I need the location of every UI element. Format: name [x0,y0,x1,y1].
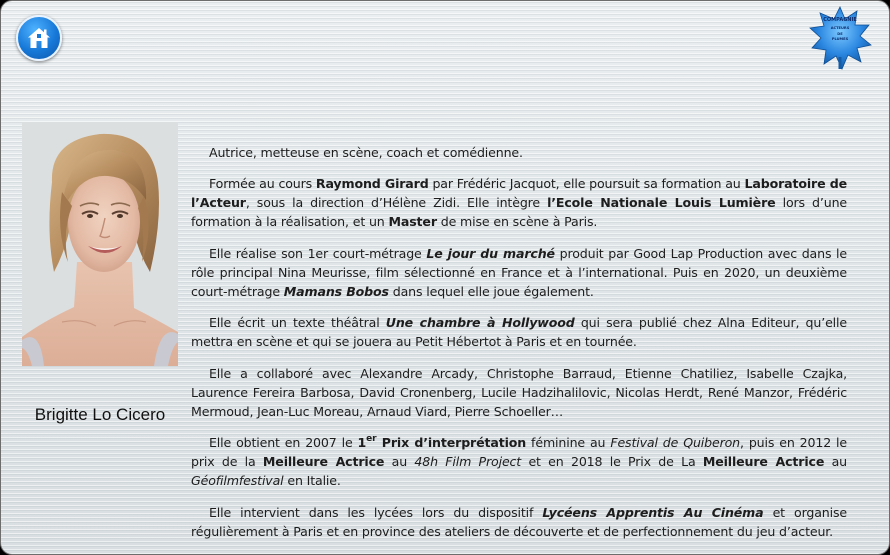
bio-bold: Prix d’interprétation [376,435,527,451]
biography-text [191,143,847,553]
bio-text: Elle écrit un texte théâtral [209,315,386,331]
bio-text: Elle a collaboré avec Alexandre Arcady, Christophe Barraud, Etienne Chatiliez, Isabelle Czajka, Laurence Fereira Barbosa, David Cronenberg, Lucile Hadzihalilovic, Nicolas Herdt, René Manzor, Frédéric Mermoud, Jean-Luc Moreau, Arnaud Viard, Pierre Schoeller… [191,365,847,419]
logo-line-4: PLUMES [831,37,849,42]
bio-bold: Meilleure Actrice [262,454,385,470]
bio-bold: Master [388,214,437,230]
bio-text: en Italie. [283,473,341,489]
program-title: Lycéens Apprentis Au Cinéma [542,504,764,520]
bio-text: lors d’une formation à la réalisation, et un [191,195,848,230]
bio-text: Elle réalise son 1er court-métrage [209,245,427,261]
bio-text: produit par Good Lap Production avec dans le rôle principal Nina Meurisse, film sélectionné en France et à l’international. Puis en 2020, un deuxième court-métrage [191,245,847,299]
home-icon [26,25,52,51]
bio-text: et en 2018 le Prix de La [521,454,703,470]
company-logo[interactable] [807,5,873,85]
bio-text: , puis en 2012 le prix de la [191,435,847,470]
logo-line-1: COMPAGNIE [823,17,857,23]
bio-text: , sous la direction d’Hélène Zidi. Elle intègre [245,195,548,211]
bio-text: au [384,454,415,470]
bio-bold: 1 [357,435,367,451]
film-title: Mamans Bobos [283,283,389,299]
actor-name: Brigitte Lo Cicero [34,405,166,424]
home-button[interactable] [16,15,62,61]
bio-superscript: er [366,434,377,445]
portrait-photo [22,122,178,366]
bio-text: qui sera publié chez Alna Editeur, qu’elle mettra en scène et qui se jouera au Petit Hébertot à Paris et en tournée. [191,315,847,350]
bio-italic: Festival de Quiberon [610,435,740,451]
bio-paragraph [191,244,847,301]
bio-paragraph [191,143,847,162]
bio-bold: l’Ecole Nationale Louis Lumière [547,195,776,211]
bio-bold: Meilleure Actrice [702,454,825,470]
bio-text: et organise régulièrement à Paris et en province des ateliers de découverte et de perfectionnement du jeu d’acteur. [191,504,847,539]
bio-text: au [824,454,847,470]
logo-line-2: ACTEURS [830,26,850,30]
bio-paragraph [191,313,847,351]
play-title: Une chambre à Hollywood [385,315,575,331]
bio-paragraph [191,174,847,231]
bio-text: Elle obtient en 2007 le [209,435,358,451]
bio-text: par Frédéric Jacquot, elle poursuit sa formation au [428,176,745,192]
bio-text: Elle intervient dans les lycées lors du dispositif [209,504,543,520]
bio-paragraph [191,364,847,421]
bio-text: dans lequel elle joue également. [388,283,594,299]
bio-text: Formée au cours [209,176,316,192]
bio-italic: 48h Film Project [414,454,522,470]
bio-bold: Raymond Girard [315,176,429,192]
bio-text: Autrice, metteuse en scène, coach et comédienne. [209,145,523,160]
film-title: Le jour du marché [426,245,555,261]
bio-text: de mise en scène à Paris. [436,214,598,230]
logo-text [807,18,873,42]
bio-text: féminine au [526,435,611,451]
bio-italic: Géofilmfestival [191,473,284,489]
bio-bold: Laboratoire de l’Acteur [191,176,847,211]
bio-paragraph [191,433,847,490]
logo-line-3: DE [837,31,843,36]
bio-paragraph [191,503,847,541]
